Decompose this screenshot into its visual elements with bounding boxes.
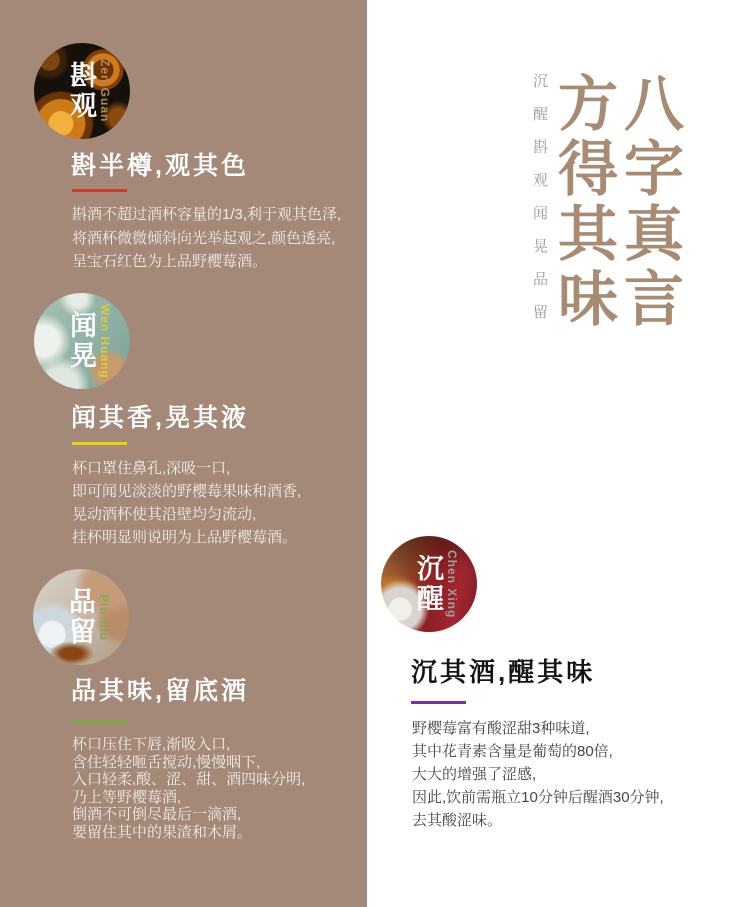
wenhuang-photo-badge <box>34 293 130 389</box>
big-mantra-right-column: 八字真言 <box>616 72 682 332</box>
pinliu-heading: 品其味,留底酒 <box>71 677 249 705</box>
chenxing-photo-badge <box>381 536 477 632</box>
wenhuang-badge-zh: 闻晃 <box>66 311 96 371</box>
pinliu-body-line: 入口轻柔,酸、涩、甜、酒四味分明, <box>72 771 306 788</box>
chenxing-body-line: 大大的增强了涩感, <box>412 766 537 783</box>
pinliu-photo-badge <box>33 569 129 665</box>
wenhuang-badge-pinyin: Wen Huang <box>98 303 112 379</box>
zhenguan-heading: 斟半樽,观其色 <box>71 152 249 180</box>
zhenguan-photo-badge <box>34 43 130 139</box>
chenxing-underline <box>411 701 466 704</box>
wenhuang-body-line: 晃动酒杯使其沿壁均匀流动, <box>72 506 257 523</box>
zhenguan-body-line: 斟酒不超过酒杯容量的1/3,利于观其色泽, <box>72 206 342 223</box>
chenxing-heading: 沉其酒,醒其味 <box>411 657 596 687</box>
zhenguan-body-line: 将酒杯微微倾斜向光举起观之,颜色透亮, <box>72 229 336 247</box>
pinliu-body-line: 含住轻轻咂舌搅动,慢慢咽下, <box>72 753 261 771</box>
zhenguan-badge-pinyin: Zen Guan <box>98 59 112 123</box>
chenxing-badge-zh: 沉醒 <box>413 554 443 614</box>
zhenguan-body <box>72 203 341 274</box>
chenxing-body-line: 去其酸涩味。 <box>412 812 503 829</box>
chenxing-badge-text <box>388 536 477 632</box>
zhenguan-badge-text <box>41 43 130 139</box>
zhenguan-body-line: 呈宝石红色为上品野樱莓酒。 <box>72 253 268 270</box>
chenxing-badge-pinyin: Chen Xing <box>445 549 459 619</box>
pinliu-body-line: 倒酒不可倒尽最后一滴酒, <box>72 806 242 823</box>
chenxing-body-line: 其中花青素含量是葡萄的80倍, <box>412 743 613 760</box>
pinliu-body-line: 要留住其中的果渣和木屑。 <box>72 823 253 841</box>
wenhuang-body-line: 即可闻见淡淡的野樱莓果味和酒香, <box>72 483 302 500</box>
pinliu-badge-text <box>40 569 129 665</box>
wenhuang-heading: 闻其香,晃其液 <box>71 404 249 432</box>
wenhuang-body-line: 杯口罩住鼻孔,深吸一口, <box>72 460 231 477</box>
pinliu-badge-pinyin: Pin Liu <box>97 593 111 641</box>
big-mantra-left-column: 方得其味 <box>550 72 616 332</box>
zhenguan-badge-zh: 斟观 <box>66 61 96 121</box>
wenhuang-body-line: 挂杯明显则说明为上品野樱莓酒。 <box>72 529 298 546</box>
zhenguan-underline <box>72 189 127 192</box>
wenhuang-body <box>72 457 301 549</box>
chenxing-body <box>412 717 664 832</box>
big-mantra-vertical-text <box>550 72 682 372</box>
chenxing-body-line: 野樱莓富有酸涩甜3种味道, <box>412 720 590 737</box>
chenxing-body-line: 因此,饮前需瓶立10分钟后醒酒30分钟, <box>412 789 664 806</box>
pinliu-body-line: 杯口压住下唇,渐吸入口, <box>72 736 231 753</box>
pinliu-badge-zh: 品留 <box>65 587 95 647</box>
pinliu-body-line: 乃上等野樱莓酒, <box>72 788 182 806</box>
pinliu-underline <box>72 721 127 724</box>
pinliu-body <box>72 736 305 841</box>
wenhuang-badge-text <box>41 293 130 389</box>
small-mantra-vertical-text: 沉醒斟观闻晃品留 <box>531 73 548 337</box>
wenhuang-underline <box>72 442 127 445</box>
